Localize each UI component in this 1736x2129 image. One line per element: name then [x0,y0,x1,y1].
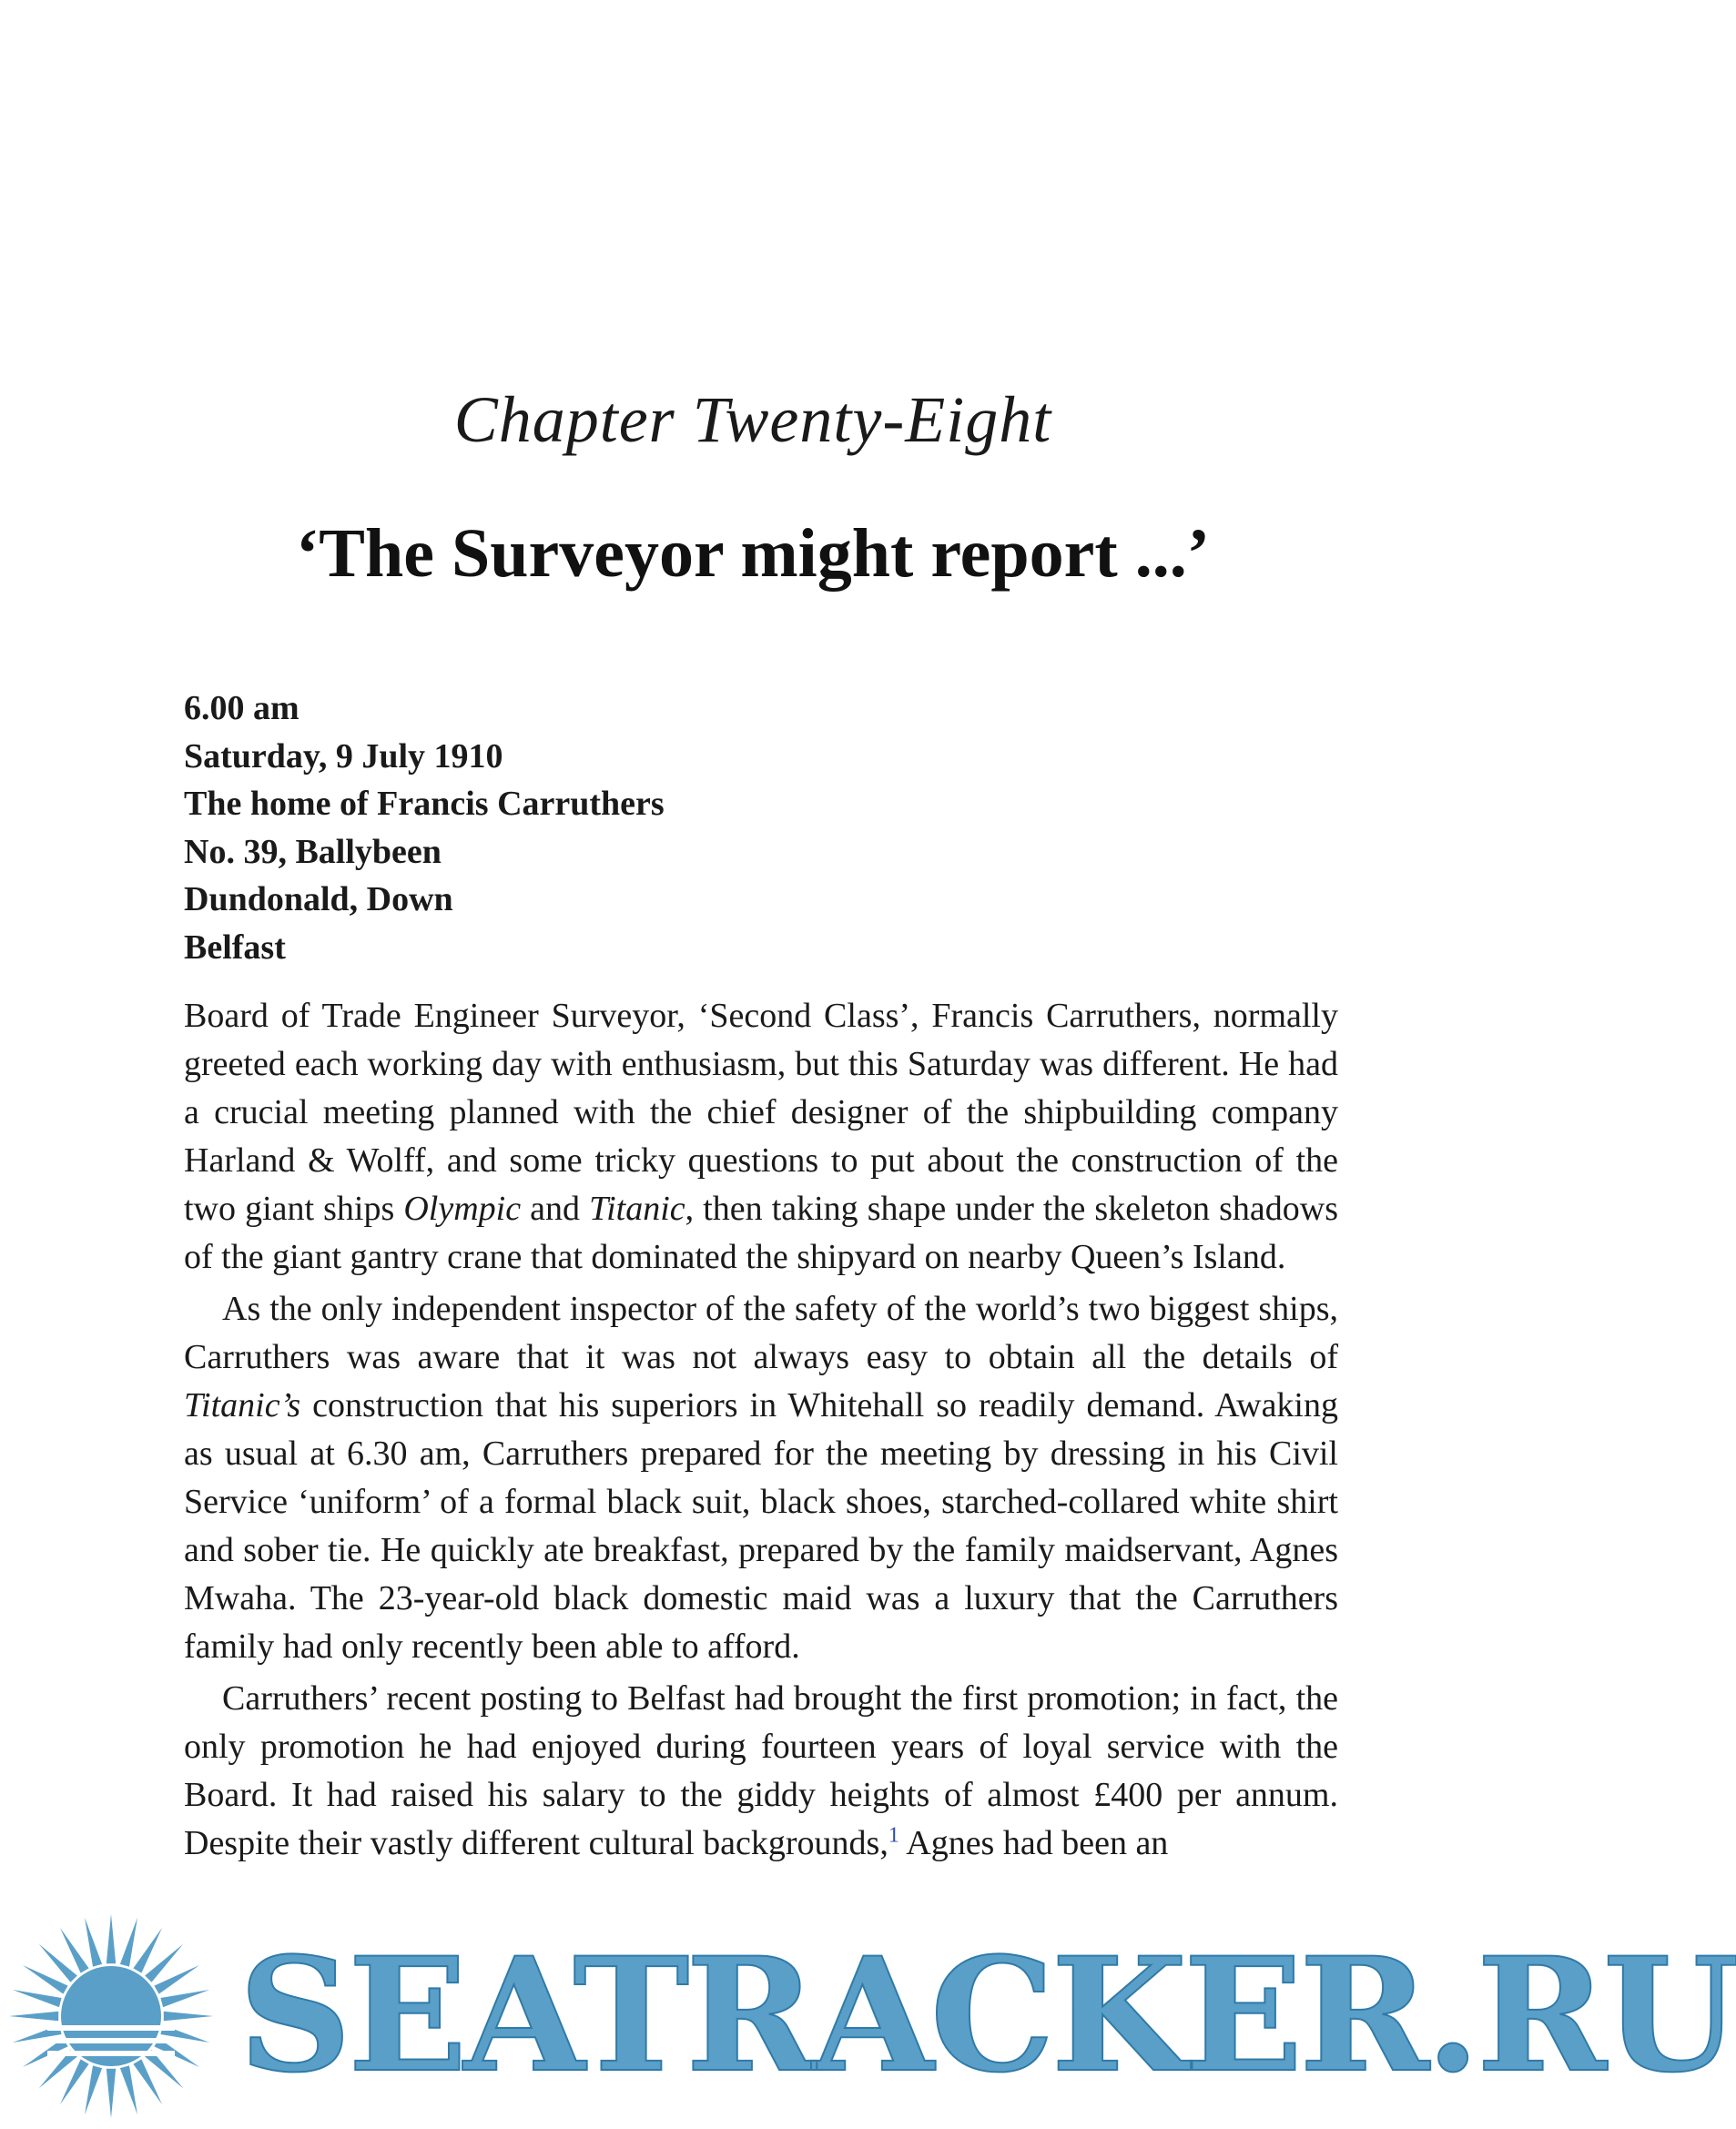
paragraph-1: Board of Trade Engineer Surveyor, ‘Second Class’, Francis Carruthers, normally greeted each working day with enthusiasm, but this Saturday was different. He had a crucial meeting planned with the chief designer of the shipbuilding company Harland & Wolff, and some tricky questions to put about the construction of the two giant ships Olympic and Titanic, then taking shape under the skeleton shadows of the giant gantry crane that dominated the shipyard on nearby Queen’s Island. [184,997,1338,1276]
paragraph-2: As the only independent inspector of the safety of the world’s two biggest ships, Carruthers was aware that it was not always easy to obtain all the details of Titanic’s construction that his superiors in Whitehall so readily demand. Awaking as usual at 6.30 am, Carruthers prepared for the meeting by dressing in his Civil Service ‘uniform’ of a formal black suit, black shoes, starched-collared white shirt and sober tie. He quickly ate breakfast, prepared by the family maidservant, Agnes Mwaha. The 23-year-old black domestic maid was a luxury that the Carruthers family had only recently been able to afford. [184,1290,1338,1666]
sun-icon [9,1914,213,2118]
sun-ray [160,1990,209,2007]
sun-ray [85,2065,102,2114]
sun-ray [85,1918,102,1967]
dateline-city: Belfast [184,928,286,967]
sun-ray [107,1914,116,1963]
paragraph-3: Carruthers’ recent posting to Belfast had brought the first promotion; in fact, the only promotion he had enjoyed during fourteen years of loyal service with the Board. It had raised his salary to the giddy heights of almost £400 per annum. Despite their vastly different cultural backgrounds,$^1$ Agnes had been an [184,1679,1338,1862]
sun-ray [13,1990,62,2007]
sun-ray [164,2012,213,2021]
dateline-place: The home of Francis Carruthers [184,785,665,823]
ship-name-olympic: Olympic [403,1190,522,1228]
dateline-address: No. 39, Ballybeen [184,832,442,871]
chapter-title: ‘The Surveyor might report ...’ [295,515,1211,592]
body-text [184,992,1338,1871]
dateline-date: Saturday, 9 July 1910 [184,736,503,776]
chapter-number: Chapter Twenty-Eight [453,383,1052,456]
sun-ray [9,2012,58,2021]
dateline [184,684,665,971]
sun-ray [120,2065,137,2114]
dateline-time: 6.00 am [184,689,299,727]
watermark-text: SEATRACKER.RU [239,1922,1736,2107]
ship-name-titanic: Titanic [589,1190,685,1228]
footnote-ref[interactable]: 1 [888,1823,899,1848]
sun-ray [120,1918,137,1967]
sun-ray [107,2069,116,2118]
dateline-district: Dundonald, Down [184,880,453,918]
ship-name-titanics: Titanic’s [184,1386,301,1424]
